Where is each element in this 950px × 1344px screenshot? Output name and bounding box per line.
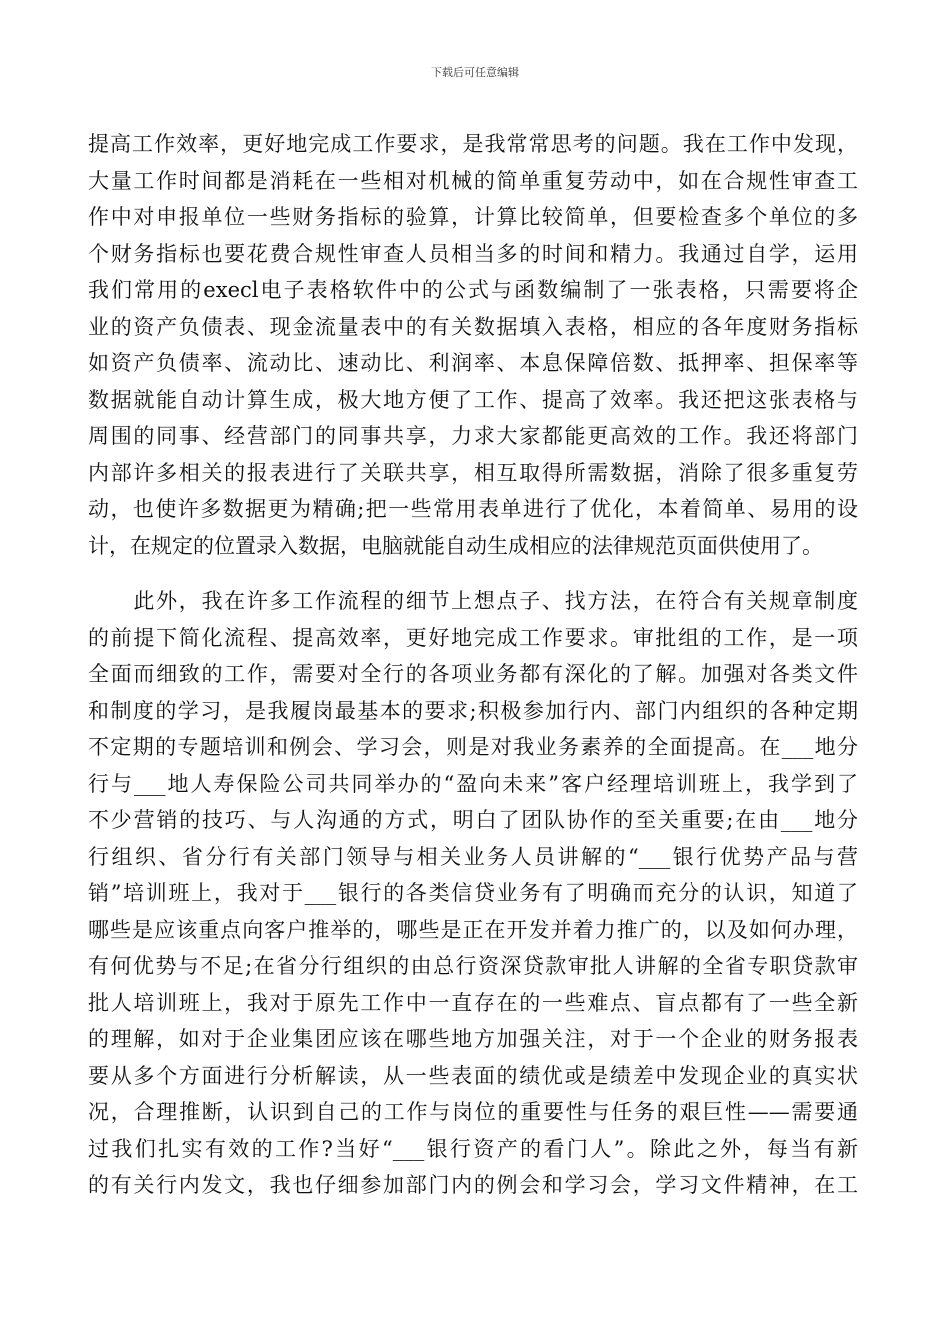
document-body [88, 126, 858, 1204]
text-line: 的前提下简化流程、提高效率，更好地完成工作要求。审批组的工作，是一项 [88, 625, 858, 650]
text-line: 周围的同事、经营部门的同事共享，力求大家都能更高效的工作。我还将部门 [88, 424, 858, 448]
text-line: 数据就能自动计算生成，极大地方便了工作、提高了效率。我还把这张表格与 [88, 387, 858, 412]
text-line: 和制度的学习，是我履岗最基本的要求;积极参加行内、部门内组织的各种定期 [88, 698, 858, 723]
text-line: 的理解，如对于企业集团应该在哪些地方加强关注，对于一个企业的财务报表 [88, 1027, 858, 1051]
paragraph-1 [88, 126, 858, 564]
text-line: 要从多个方面进行分析解读，从一些表面的绩优或是绩差中发现企业的真实状 [88, 1063, 858, 1088]
text-line: 不定期的专题培训和例会、学习会，则是对我业务素养的全面提高。在___地分 [88, 735, 858, 759]
text-line: 作中对申报单位一些财务指标的验算，计算比较简单，但要检查多个单位的多 [88, 205, 858, 229]
paragraph-2 [88, 583, 858, 1204]
text-line: 不少营销的技巧、与人沟通的方式，明白了团队协作的至关重要;在由___地分 [88, 808, 858, 832]
page-header: 下载后可任意编辑 [431, 66, 519, 79]
text-line: 内部许多相关的报表进行了关联共享，相互取得所需数据，消除了很多重复劳 [88, 460, 858, 485]
text-line: 行组织、省分行有关部门领导与相关业务人员讲解的“___银行优势产品与营 [88, 844, 858, 869]
text-line: 销”培训班上，我对于___银行的各类信贷业务有了明确而充分的认识，知道了 [88, 881, 858, 905]
text-line: 过我们扎实有效的工作?当好“___银行资产的看门人”。除此之外，每当有新 [88, 1136, 858, 1161]
text-line: 此外，我在许多工作流程的细节上想点子、找方法，在符合有关规章制度 [88, 589, 858, 613]
text-line: 动，也使许多数据更为精确;把一些常用表单进行了优化，本着简单、易用的设 [88, 497, 858, 521]
text-line: 有何优势与不足;在省分行组织的由总行资深贷款审批人讲解的全省专职贷款审 [88, 954, 858, 978]
paragraph-spacer [88, 564, 858, 583]
text-line: 哪些是应该重点向客户推举的，哪些是正在开发并着力推广的，以及如何办理， [88, 917, 858, 942]
text-line: 个财务指标也要花费合规性审查人员相当多的时间和精力。我通过自学，运用 [88, 241, 858, 266]
text-line: 提高工作效率，更好地完成工作要求，是我常常思考的问题。我在工作中发现， [88, 132, 858, 156]
text-line: 行与___地人寿保险公司共同举办的“盈向未来”客户经理培训班上，我学到了 [88, 771, 858, 796]
text-line: 我们常用的execl电子表格软件中的公式与函数编制了一张表格，只需要将企 [88, 278, 858, 302]
text-line: 业的资产负债表、现金流量表中的有关数据填入表格，相应的各年度财务指标 [88, 314, 858, 339]
text-line: 如资产负债率、流动比、速动比、利润率、本息保障倍数、抵押率、担保率等 [88, 351, 858, 375]
text-line: 的有关行内发文，我也仔细参加部门内的例会和学习会，学习文件精神，在工 [88, 1173, 858, 1197]
text-line: 大量工作时间都是消耗在一些相对机械的简单重复劳动中，如在合规性审查工 [88, 168, 858, 193]
text-line: 计，在规定的位置录入数据，电脑就能自动生成相应的法律规范页面供使用了。 [88, 533, 823, 558]
text-line: 况，合理推断，认识到自己的工作与岗位的重要性与任务的艰巨性——需要通 [88, 1100, 858, 1124]
text-line: 批人培训班上，我对于原先工作中一直存在的一些难点、盲点都有了一些全新 [88, 990, 858, 1015]
text-line: 全面而细致的工作，需要对全行的各项业务都有深化的了解。加强对各类文件 [88, 662, 858, 686]
